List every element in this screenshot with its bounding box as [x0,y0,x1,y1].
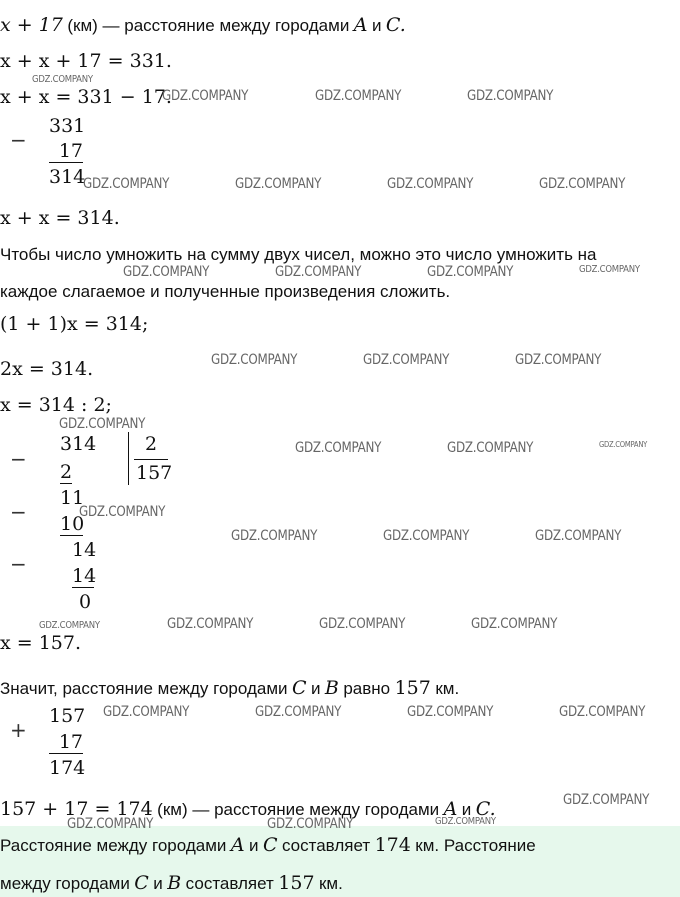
division-remainder-3: 0 [79,591,92,613]
answer-c-1: C [262,834,278,856]
conclusion-text: Значит, расстояние между городами [0,679,288,698]
answer-and-1: и [249,836,259,855]
watermark: GDZ.COMPANY [467,88,554,104]
watermark: GDZ.COMPANY [315,88,402,104]
division-divisor: 2 [145,433,158,455]
answer-text-4: между городами [0,874,130,893]
answer-and-2: и [153,874,163,893]
conclusion-mid: равно [343,679,391,698]
watermark: GDZ.COMPANY [32,74,93,85]
subtraction-subtrahend: 17 [49,140,83,163]
answer-text-3: км. Расстояние [415,836,536,855]
watermark: GDZ.COMPANY [295,440,382,456]
watermark: GDZ.COMPANY [435,816,496,827]
conclusion-line [0,677,459,699]
watermark: GDZ.COMPANY [535,528,622,544]
watermark: GDZ.COMPANY [319,616,406,632]
answer-number-2: 157 [278,872,315,894]
watermark: GDZ.COMPANY [235,176,322,192]
addition-first: 157 [49,705,86,727]
watermark: GDZ.COMPANY [67,816,154,832]
watermark: GDZ.COMPANY [471,616,558,632]
division-minus-3: − [10,552,27,576]
watermark: GDZ.COMPANY [211,352,298,368]
watermark: GDZ.COMPANY [103,704,190,720]
equation-3: x + x = 331 − 17. [0,86,172,108]
division-bracket [128,432,129,485]
watermark: GDZ.COMPANY [162,88,249,104]
division-bar [134,459,168,460]
watermark: GDZ.COMPANY [83,176,170,192]
answer-a: A [230,834,245,856]
division-minus-2: − [10,500,27,524]
division-remainder-2: 14 [72,539,97,561]
watermark: GDZ.COMPANY [427,264,514,280]
line-1-c: C. [385,14,406,36]
watermark: GDZ.COMPANY [363,352,450,368]
watermark: GDZ.COMPANY [79,504,166,520]
subtraction-operator: − [10,128,27,152]
rule-line-2: каждое слагаемое и полученные произведения сложить. [0,282,451,301]
final-and: и [461,800,472,819]
watermark: GDZ.COMPANY [383,528,470,544]
watermark: GDZ.COMPANY [255,704,342,720]
line-1-and: и [371,16,382,35]
division-step-2: 10 [60,513,85,535]
conclusion-unit: км. [435,679,460,698]
equation-7: 2x = 314. [0,358,94,380]
watermark: GDZ.COMPANY [599,440,648,449]
division-remainder-1: 11 [60,487,85,509]
conclusion-and: и [310,679,321,698]
line-1 [0,14,406,36]
watermark: GDZ.COMPANY [267,816,354,832]
watermark: GDZ.COMPANY [387,176,474,192]
answer-line-2 [0,872,343,894]
addition-second: 17 [49,731,83,754]
equation-5: x + x = 314. [0,207,120,229]
conclusion-c: C [291,677,307,699]
final-math: 157 + 17 = 174 [0,798,153,820]
watermark: GDZ.COMPANY [231,528,318,544]
watermark: GDZ.COMPANY [167,616,254,632]
division-minus-1: − [10,447,27,471]
division-step-3: 14 [72,565,97,587]
watermark: GDZ.COMPANY [447,440,534,456]
watermark: GDZ.COMPANY [559,704,646,720]
final-text: (км) — расстояние между городами [157,800,440,819]
line-1-text: (км) — расстояние между городами [67,16,350,35]
answer-c-2: C [134,872,149,894]
subtraction-minuend: 331 [49,115,86,137]
watermark: GDZ.COMPANY [515,352,602,368]
answer-text-6: км. [318,874,343,893]
watermark: GDZ.COMPANY [563,792,650,808]
answer-text-5: составляет [185,874,274,893]
watermark: GDZ.COMPANY [39,620,100,631]
rule-line-1: Чтобы число умножить на сумму двух чисел, можно это число умножить на [0,245,597,264]
watermark: GDZ.COMPANY [59,416,146,432]
division-dividend: 314 [60,433,97,455]
watermark: GDZ.COMPANY [275,264,362,280]
answer-number-1: 174 [374,834,411,856]
addition-operator: + [10,718,27,742]
division-step-1: 2 [60,461,73,483]
answer-text-1: Расстояние между городами [0,836,227,855]
line-1-math: x + 17 [0,14,63,36]
equation-2: x + x + 17 = 331. [0,50,172,72]
subtraction-result: 314 [49,166,86,188]
final-a: A [443,798,458,820]
equation-6: (1 + 1)x = 314; [0,313,149,335]
division-quotient: 157 [136,462,173,484]
final-c: C. [475,798,496,820]
conclusion-b: B [324,677,339,699]
answer-line-1 [0,834,536,856]
watermark: GDZ.COMPANY [407,704,494,720]
equation-9: x = 157. [0,632,82,654]
addition-result: 174 [49,757,86,779]
answer-text-2: составляет [281,836,371,855]
equation-8: x = 314 : 2; [0,394,112,416]
answer-b: B [167,872,182,894]
watermark: GDZ.COMPANY [579,264,640,275]
conclusion-number: 157 [394,677,431,699]
line-1-a: A [353,14,368,36]
watermark: GDZ.COMPANY [123,264,210,280]
watermark: GDZ.COMPANY [539,176,626,192]
